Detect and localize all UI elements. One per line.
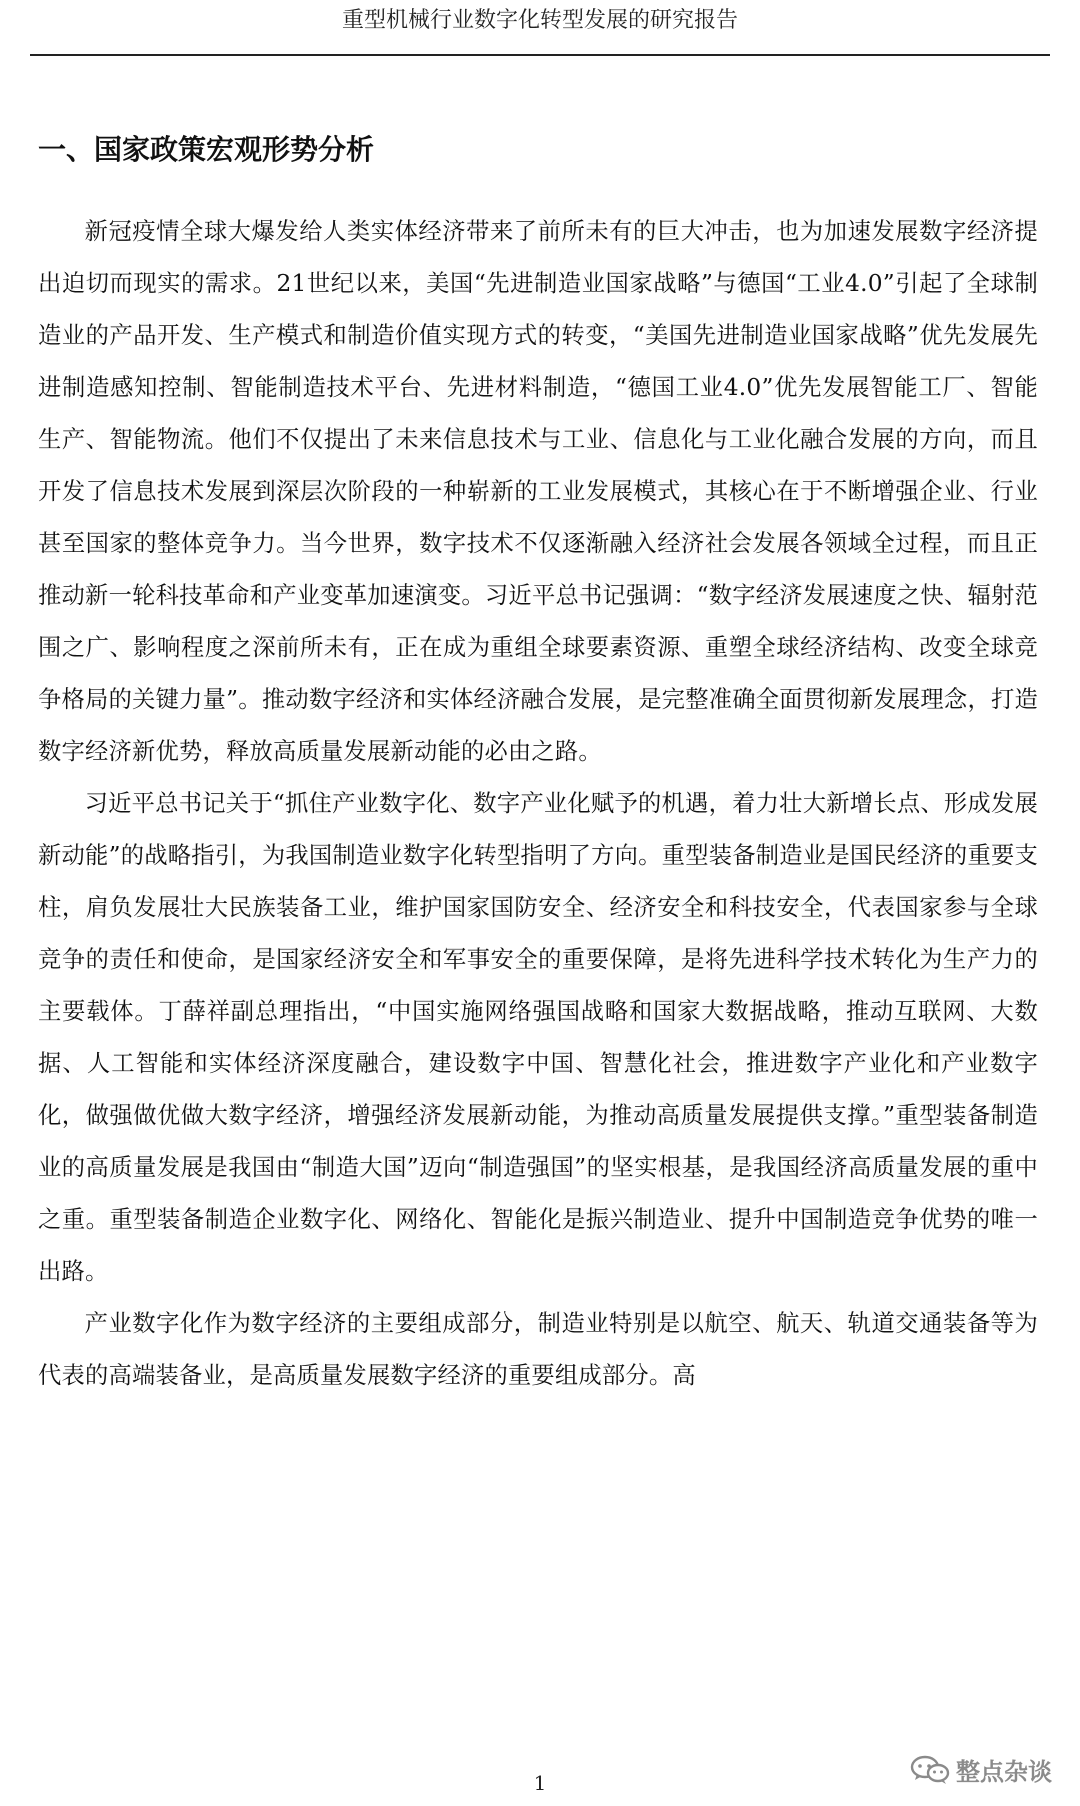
- watermark: [910, 1752, 1052, 1787]
- watermark-label: 整点杂谈: [956, 1758, 1052, 1786]
- paragraph-2: 习近平总书记关于“抓住产业数字化、数字产业化赋予的机遇，着力壮大新增长点、形成发展新动能”的战略指引，为我国制造业数字化转型指明了方向。重型装备制造业是国民经济的重要支柱，肩负发展壮大民族装备工业，维护国家国防安全、经济安全和科技安全，代表国家参与全球竞争的责任和使命，是国家经济安全和军事安全的重要保障，是将先进科学技术转化为生产力的主要载体。丁薛祥副总理指出，“中国实施网络强国战略和国家大数据战略，推动互联网、大数据、人工智能和实体经济深度融合，建设数字中国、智慧化社会，推进数字产业化和产业数字化，做强做优做大数字经济，增强经济发展新动能，为推动高质量发展提供支撑。”重型装备制造业的高质量发展是我国由“制造大国”迈向“制造强国”的坚实根基，是我国经济高质量发展的重中之重。重型装备制造企业数字化、网络化、智能化是振兴制造业、提升中国制造竞争优势的唯一出路。: [38, 790, 1038, 1285]
- page-number: 1: [533, 1771, 547, 1795]
- body-text: [38, 206, 1038, 1402]
- paragraph-3: 产业数字化作为数字经济的主要组成部分，制造业特别是以航空、航天、轨道交通装备等为代表的高端装备业，是高质量发展数字经济的重要组成部分。高: [38, 1310, 1038, 1389]
- header-divider: [30, 54, 1050, 56]
- paragraph-1: 新冠疫情全球大爆发给人类实体经济带来了前所未有的巨大冲击，也为加速发展数字经济提出迫切而现实的需求。21世纪以来，美国“先进制造业国家战略”与德国“工业4.0”引起了全球制造业的产品开发、生产模式和制造价值实现方式的转变，“美国先进制造业国家战略”优先发展先进制造感知控制、智能制造技术平台、先进材料制造，“德国工业4.0”优先发展智能工厂、智能生产、智能物流。他们不仅提出了未来信息技术与工业、信息化与工业化融合发展的方向，而且开发了信息技术发展到深层次阶段的一种崭新的工业发展模式，其核心在于不断增强企业、行业甚至国家的整体竞争力。当今世界，数字技术不仅逐渐融入经济社会发展各领域全过程，而且正推动新一轮科技革命和产业变革加速演变。习近平总书记强调：“数字经济发展速度之快、辐射范围之广、影响程度之深前所未有，正在成为重组全球要素资源、重塑全球经济结构、改变全球竞争格局的关键力量”。推动数字经济和实体经济融合发展，是完整准确全面贯彻新发展理念，打造数字经济新优势，释放高质量发展新动能的必由之路。: [38, 218, 1038, 765]
- wechat-icon: [910, 1755, 950, 1785]
- section-heading: 一、国家政策宏观形势分析: [38, 133, 375, 166]
- page-header-title: 重型机械行业数字化转型发展的研究报告: [341, 8, 738, 33]
